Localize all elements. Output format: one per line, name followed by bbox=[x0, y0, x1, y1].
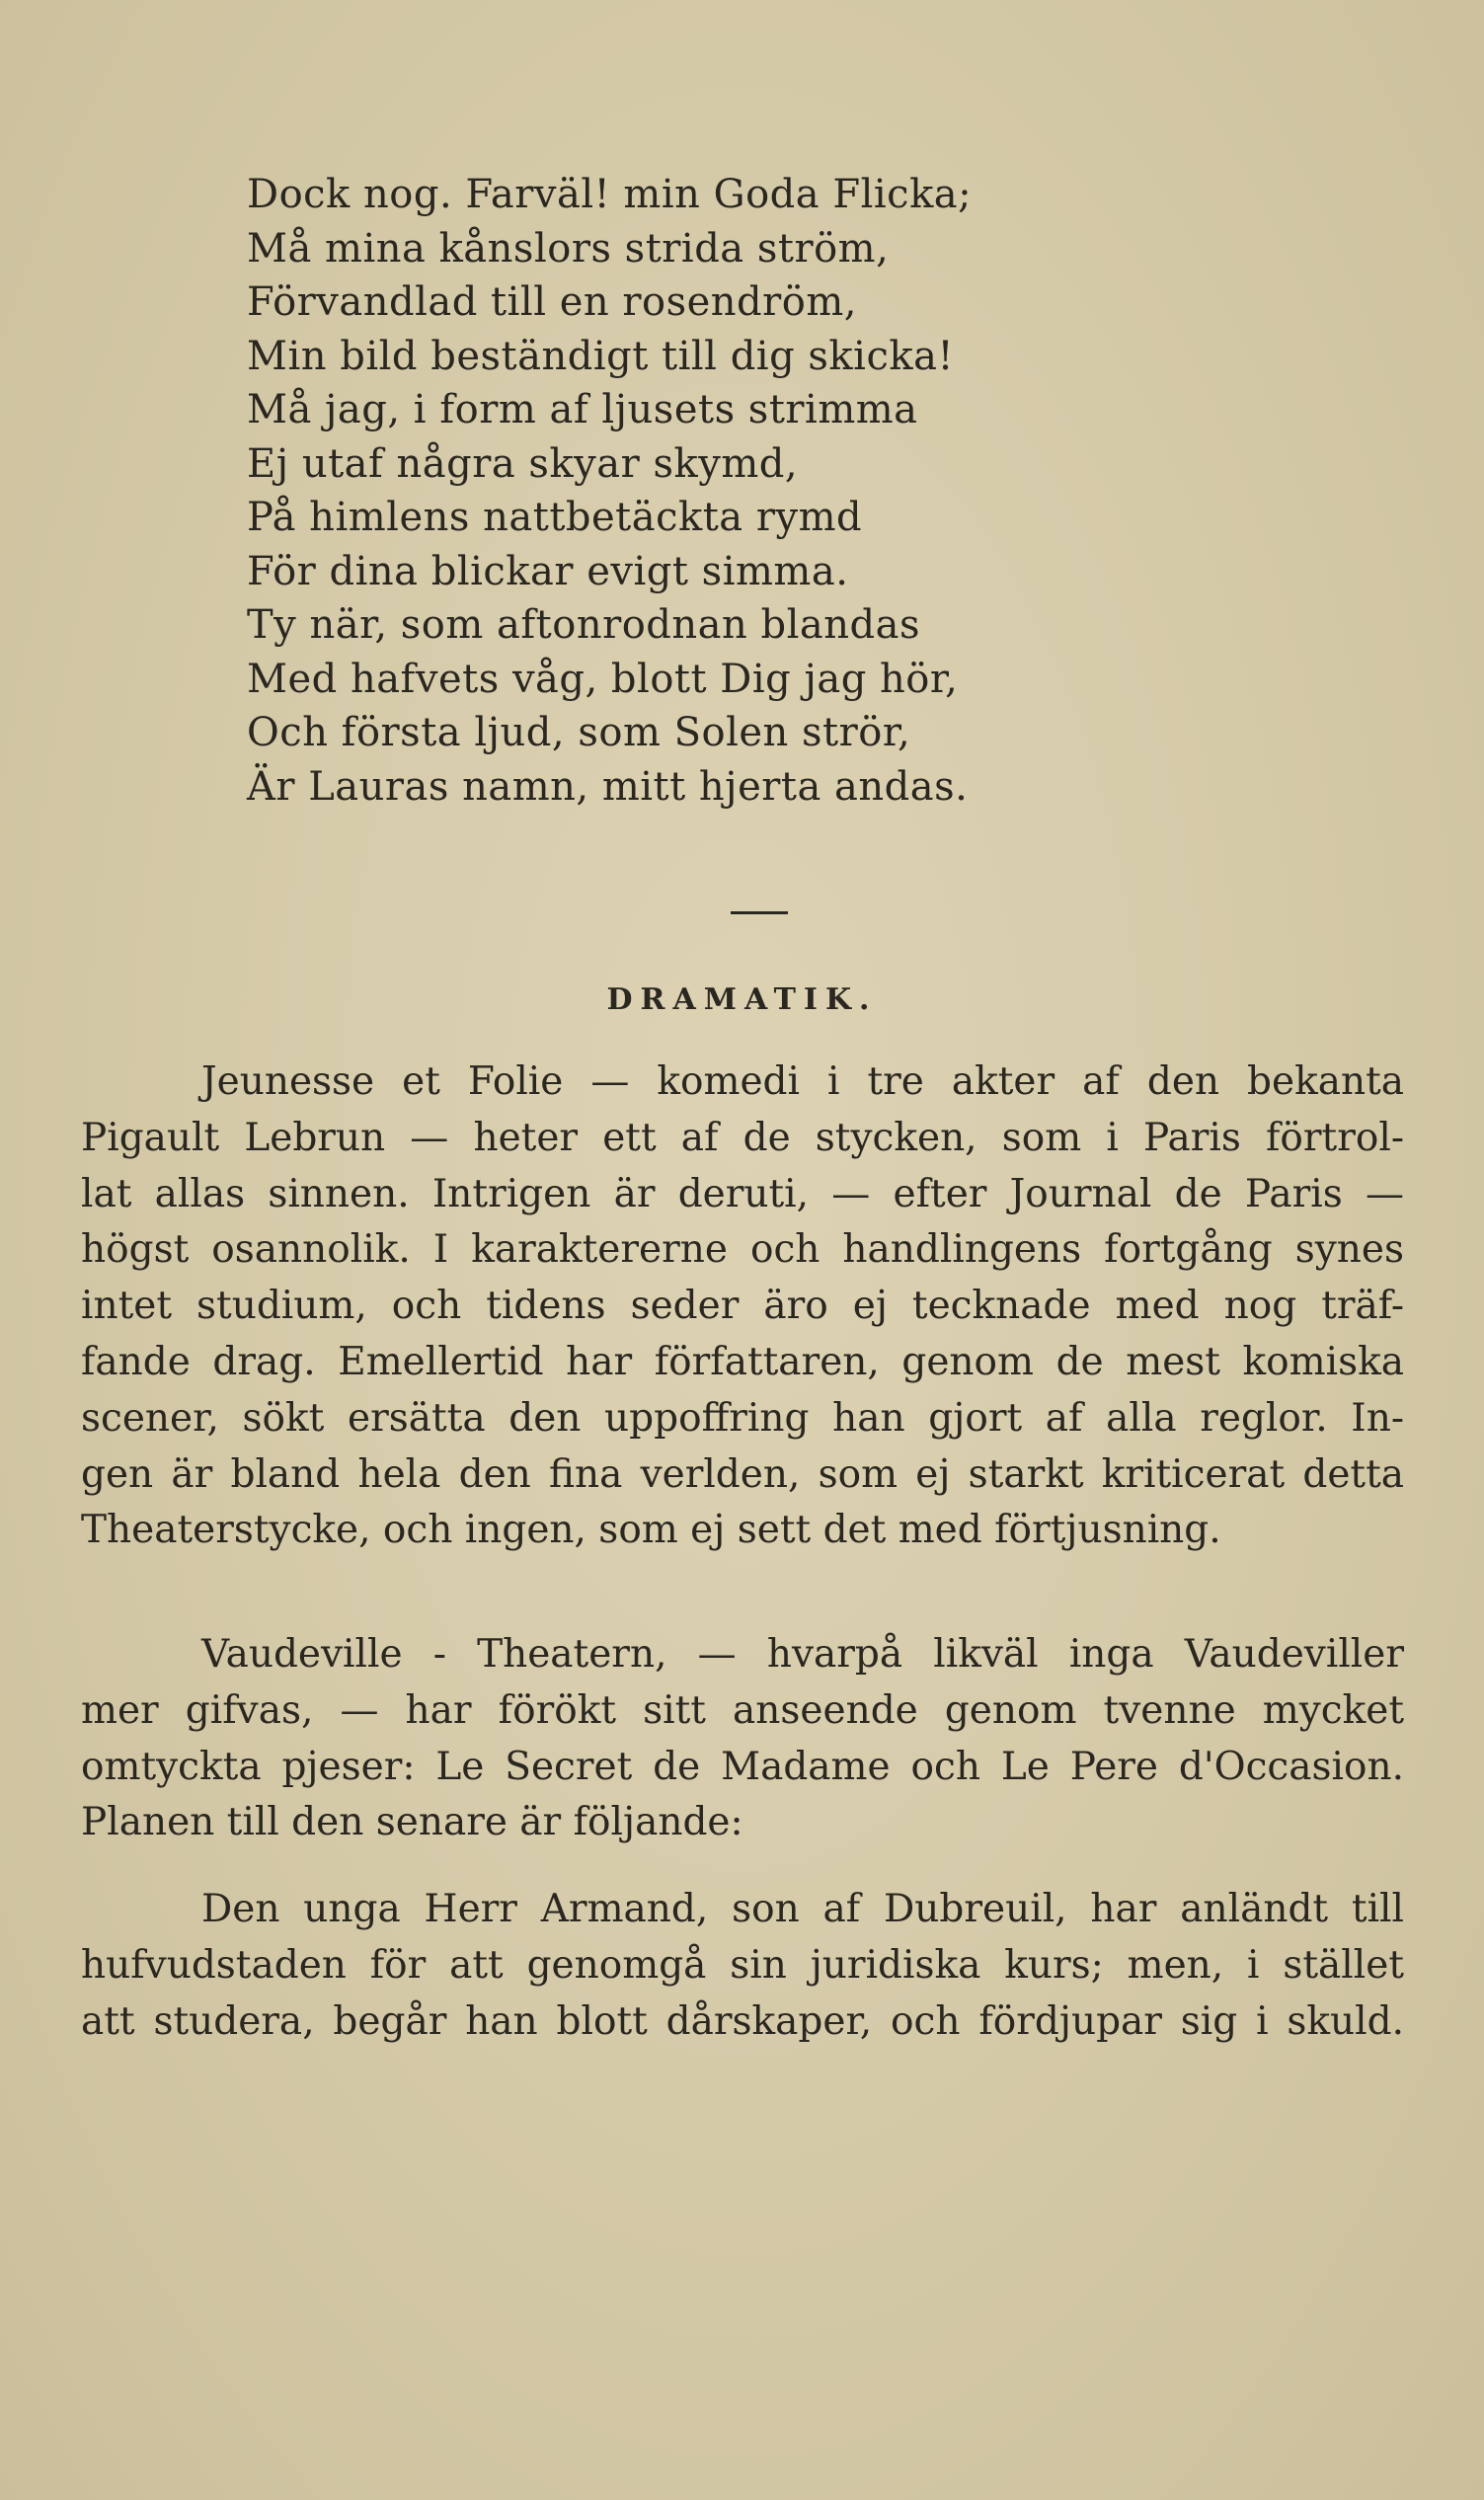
poem-stanza bbox=[247, 168, 1135, 814]
paragraph-line: mer gifvas, — har förökt sitt anseende genom tvenne mycket bbox=[81, 1687, 1404, 1733]
paragraph-line: Pigault Lebrun — heter ett af de stycken, som i Paris förtrol- bbox=[81, 1115, 1404, 1160]
paragraph-line: intet studium, och tidens seder äro ej tecknade med nog träf- bbox=[81, 1284, 1404, 1329]
paragraph-line: Planen till den senare är följande: bbox=[81, 1800, 743, 1845]
paragraph-line: Theaterstycke, och ingen, som ej sett det med förtjusning. bbox=[81, 1508, 1221, 1553]
poem-line: Dock nog. Farväl! min Goda Flicka; bbox=[247, 172, 973, 217]
poem-line: Ty när, som aftonrodnan blandas bbox=[247, 602, 920, 648]
paragraph-line: hufvudstaden för att genomgå sin juridiska kurs; men, i stället bbox=[81, 1942, 1404, 1988]
poem-line: Ej utaf några skyar skymd, bbox=[247, 440, 799, 487]
paragraph-vaudeville-theatern bbox=[81, 1627, 1404, 1851]
paragraph-line: omtyckta pjeser: Le Secret de Madame och Le Pere d'Occasion. bbox=[81, 1744, 1404, 1789]
poem-line: För dina blickar evigt simma. bbox=[247, 548, 849, 594]
paragraph-armand bbox=[81, 1882, 1404, 2050]
paragraph-line: Vaudeville - Theatern, — hvarpå likväl inga Vaudeviller bbox=[201, 1632, 1404, 1677]
poem-line: Med hafvets våg, blott Dig jag hör, bbox=[247, 656, 959, 702]
paragraph-line: lat allas sinnen. Intrigen är deruti, — efter Journal de Paris — bbox=[81, 1171, 1404, 1216]
poem-line: Och första ljud, som Solen strör, bbox=[247, 710, 911, 755]
paragraph-line: att studera, begår han blott dårskaper, och fördjupar sig i skuld. bbox=[81, 1998, 1404, 2044]
section-heading: DRAMATIK. bbox=[606, 982, 878, 1017]
poem-line: Är Lauras namn, mitt hjerta andas. bbox=[247, 763, 969, 810]
paragraph-line: gen är bland hela den fina verlden, som ej starkt kriticerat detta bbox=[81, 1451, 1404, 1497]
paragraph-line: scener, sökt ersätta den uppoffring han gjort af alla reglor. In- bbox=[81, 1395, 1404, 1441]
poem-line: Må mina kånslors strida ström, bbox=[247, 225, 890, 272]
section-divider bbox=[731, 911, 788, 914]
poem-line: Må jag, i form af ljusets strimma bbox=[247, 387, 918, 432]
poem-line: På himlens nattbetäckta rymd bbox=[247, 495, 863, 540]
paragraph-line: högst osannolik. I karaktererne och handlingens fortgång synes bbox=[81, 1227, 1404, 1273]
paragraph-line: fande drag. Emellertid har författaren, genom de mest komiska bbox=[81, 1339, 1404, 1384]
poem-line: Förvandlad till en rosendröm, bbox=[247, 279, 857, 325]
poem-line: Min bild beständigt till dig skicka! bbox=[247, 333, 955, 379]
paragraph-jeunesse-et-folie bbox=[81, 1055, 1404, 1559]
paragraph-line: Den unga Herr Armand, son af Dubreuil, har anländt till bbox=[201, 1887, 1404, 1931]
paragraph-line: Jeunesse et Folie — komedi i tre akter af den bekanta bbox=[201, 1059, 1404, 1104]
